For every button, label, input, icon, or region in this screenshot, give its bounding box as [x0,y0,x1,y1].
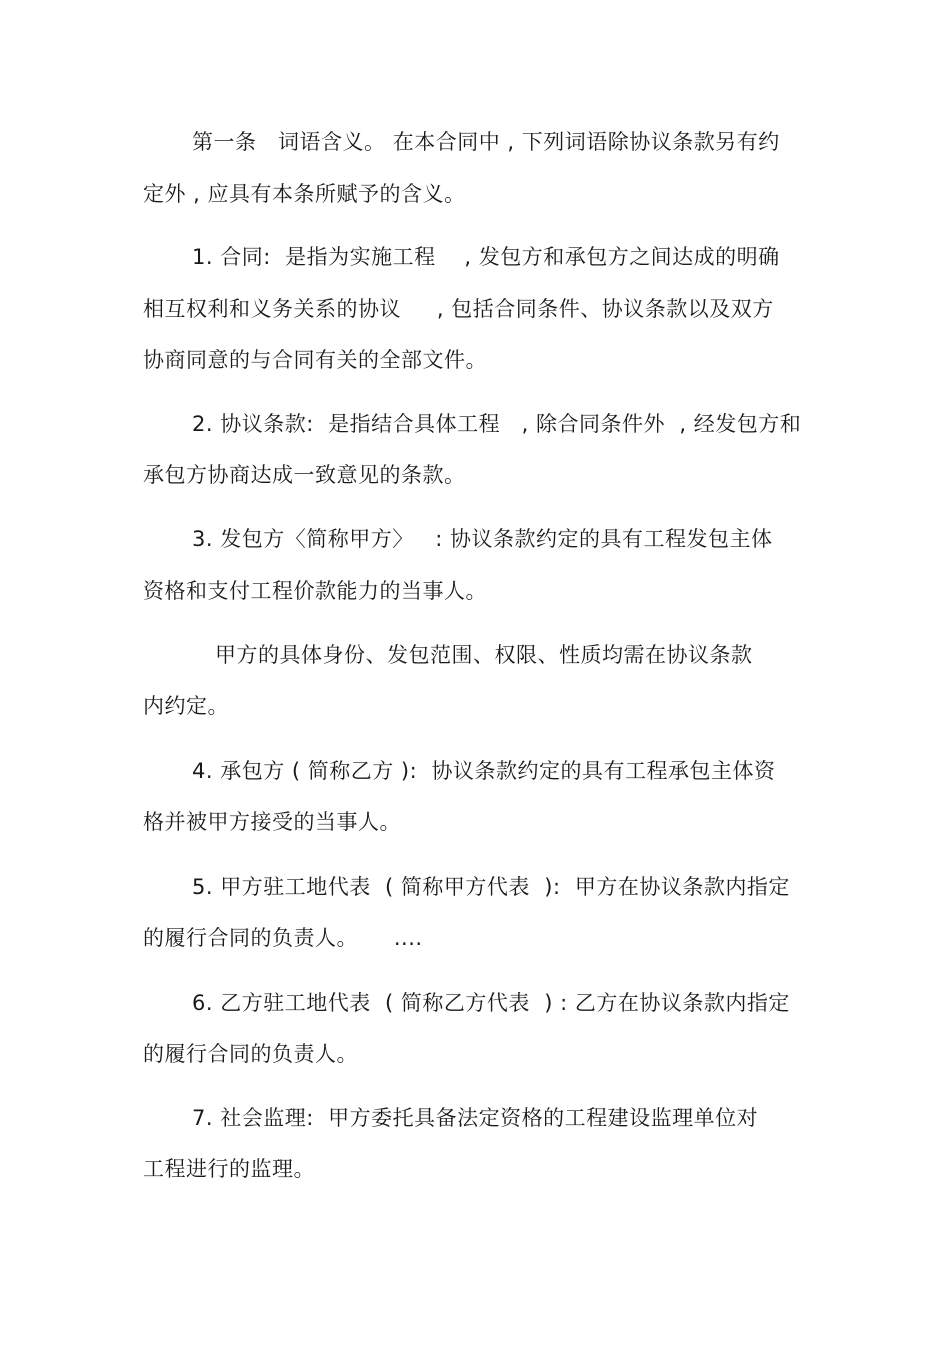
item-3-line-1: 3. 发包方〈简称甲方〉 : 协议条款约定的具有工程发包主体 [192,527,773,551]
item-4-line-1: 4. 承包方 ( 简称乙方 ): 协议条款约定的具有工程承包主体资 [192,759,776,783]
item-6-line-1: 6. 乙方驻工地代表 ( 简称乙方代表 ) : 乙方在协议条款内指定 [192,991,790,1015]
item-7-line-2: 工程进行的监理。 [143,1157,315,1181]
item-1-line-3: 协商同意的与合同有关的全部文件。 [143,348,487,372]
item-3-line-2: 资格和支付工程价款能力的当事人。 [143,579,487,603]
clause-1-line-2: 定外 , 应具有本条所赋予的含义。 [143,182,466,206]
item-7-line-1: 7. 社会监理: 甲方委托具备法定资格的工程建设监理单位对 [192,1106,759,1130]
item-6-line-2: 的履行合同的负责人。 [143,1042,358,1066]
item-4-line-2: 格并被甲方接受的当事人。 [143,810,401,834]
item-5-line-2: 的履行合同的负责人。 .... [143,926,423,950]
item-5-line-1: 5. 甲方驻工地代表 ( 简称甲方代表 ): 甲方在协议条款内指定 [192,875,790,899]
item-1-line-2: 相互权利和义务关系的协议 , 包括合同条件、协议条款以及双方 [143,297,774,321]
note-line-1: 甲方的具体身份、发包范围、权限、性质均需在协议条款 [215,643,753,667]
item-2-line-1: 2. 协议条款: 是指结合具体工程 , 除合同条件外 , 经发包方和 [192,412,802,436]
clause-1-line-1: 第一条 词语含义。 在本合同中 , 下列词语除协议条款另有约 [192,130,780,154]
item-1-line-1: 1. 合同: 是指为实施工程 , 发包方和承包方之间达成的明确 [192,245,780,269]
item-2-line-2: 承包方协商达成一致意见的条款。 [143,463,466,487]
note-line-2: 内约定。 [143,694,229,718]
